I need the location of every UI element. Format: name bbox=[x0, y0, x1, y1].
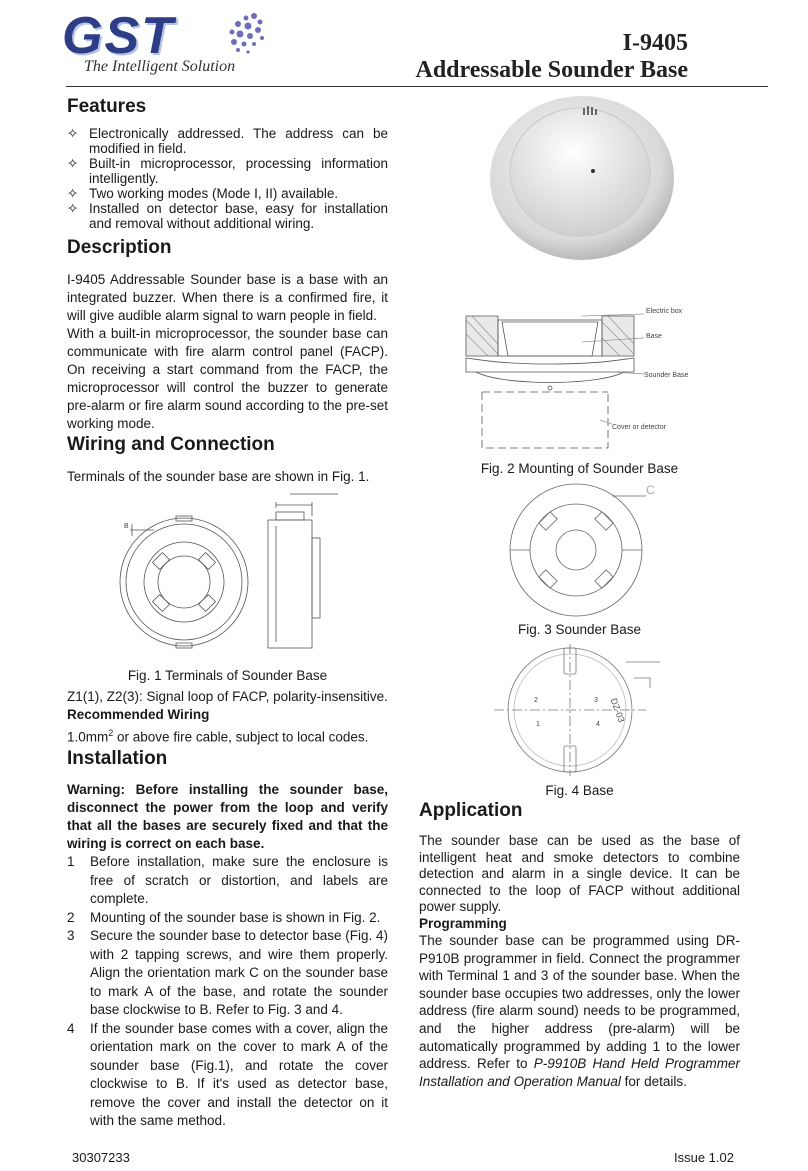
product-name: Addressable Sounder Base bbox=[415, 57, 688, 83]
fig2-mounting-diagram bbox=[462, 300, 702, 458]
feature-item: ✧ Electronically addressed. The address can be modified in field. bbox=[67, 126, 388, 156]
sounder-base-photo bbox=[480, 94, 690, 274]
application-section bbox=[419, 800, 740, 1090]
model-number: I-9405 bbox=[622, 30, 688, 56]
installation-heading: Installation bbox=[67, 748, 168, 769]
logo-dots-icon bbox=[210, 10, 270, 60]
installation-steps bbox=[67, 853, 388, 1131]
recommended-wiring-heading: Recommended Wiring bbox=[67, 707, 210, 722]
fig4-base-diagram bbox=[494, 644, 670, 776]
feature-item: ✧ Installed on detector base, easy for installation and removal without additional wiring. bbox=[67, 201, 388, 231]
label-cover: Cover or detector bbox=[612, 424, 667, 431]
fig1-terminals-diagram bbox=[110, 490, 360, 650]
description-heading: Description bbox=[67, 237, 172, 258]
installation-step: 1 Before installation, make sure the enclosure is free of scratch or distortion, and labels are complete. bbox=[67, 854, 388, 906]
features-section bbox=[67, 96, 388, 231]
description-paragraph: I-9405 Addressable Sounder base is a base with an integrated buzzer. When there is a confirmed fire, it will give audible alarm signal to warn people in field. bbox=[67, 272, 388, 323]
orientation-mark-c: C bbox=[646, 483, 655, 497]
terminal-2-label: 2 bbox=[534, 697, 538, 704]
description-paragraph: With a built-in microprocessor, the sounder base can communicate with fire alarm control panel (FACP). On receiving a start command from the FACP, the microprocessor will control the buzzer to generate pre-alarm or fire alarm sound according to the pre-set working mode. bbox=[67, 326, 388, 431]
installation-step: 3 Secure the sounder base to detector base (Fig. 4) with 2 tapping screws, and wire them properly. Align the orientation mark C on the sounder base to mark A of the base, and rotate the sounder base clockwise to B. Refer to Fig. 3 and 4. bbox=[67, 928, 388, 1017]
brand-logo: GST bbox=[62, 7, 175, 65]
doc-number: 30307233 bbox=[72, 1150, 130, 1165]
fig3-caption: Fig. 3 Sounder Base bbox=[517, 622, 642, 637]
wiring-section bbox=[67, 434, 388, 486]
installation-step: 4 If the sounder base comes with a cover, align the orientation mark on the cover to mark A of the sounder base (Fig.1), and rotate the cover clockwise to B. If it's used as detector base, remove the cover and install the detector on it with the same method. bbox=[67, 1020, 388, 1128]
terminal-mark: B bbox=[124, 523, 129, 530]
programming-heading: Programming bbox=[419, 915, 507, 931]
programming-text: The sounder base can be programmed using DR-P910B programmer in field. Connect the programmer with Terminal 1 and 3 of the sounder base. When the sounder base occupies two addresses, only the lower address (fire alarm sound) needs to be programmed, and the higher address (pre-alarm) will be automatically programmed by adding 1 to the lower address. Refer to P-9910B Hand Held Programmer Installation and Operation Manual for details. bbox=[419, 933, 740, 1089]
recommended-wiring-text: $1.0mm^2$ or above fire cable, subject to local codes. bbox=[67, 728, 369, 745]
feature-item: ✧ Built-in microprocessor, processing information intelligently. bbox=[67, 156, 388, 186]
fig1-caption: Fig. 1 Terminals of Sounder Base bbox=[127, 668, 328, 683]
label-electric-box: Electric box bbox=[646, 308, 683, 315]
label-base: Base bbox=[646, 333, 662, 340]
description-section bbox=[67, 237, 388, 433]
features-heading: Features bbox=[67, 96, 147, 117]
base-model-label: DZ-03 bbox=[608, 696, 627, 724]
terminal-1-label: 1 bbox=[536, 721, 540, 728]
terminal-4-label: 4 bbox=[596, 721, 600, 728]
star-bullet-icon: ✧ bbox=[67, 126, 79, 141]
fig4-caption: Fig. 4 Base bbox=[545, 783, 614, 798]
features-list bbox=[67, 126, 388, 231]
star-bullet-icon: ✧ bbox=[67, 201, 79, 216]
fig3-sounder-base-diagram bbox=[496, 478, 666, 618]
signal-note: Z1(1), Z2(3): Signal loop of FACP, polarity-insensitive. bbox=[67, 689, 388, 704]
installation-step: 2 Mounting of the sounder base is shown in Fig. 2. bbox=[67, 909, 381, 925]
installation-warning: Warning: Before installing the sounder base, disconnect the power from the loop and verify that all the bases are securely fixed and that the wiring is correct on each base. bbox=[67, 782, 388, 851]
tagline: The Intelligent Solution bbox=[84, 58, 236, 75]
star-bullet-icon: ✧ bbox=[67, 186, 79, 201]
feature-item: ✧ Two working modes (Mode I, II) available. bbox=[67, 186, 339, 201]
fig2-caption: Fig. 2 Mounting of Sounder Base bbox=[480, 461, 679, 476]
header-rule bbox=[66, 86, 768, 87]
wiring-intro: Terminals of the sounder base are shown in Fig. 1. bbox=[67, 469, 370, 484]
application-heading: Application bbox=[419, 800, 523, 821]
wiring-heading: Wiring and Connection bbox=[67, 434, 275, 455]
star-bullet-icon: ✧ bbox=[67, 156, 79, 171]
document-title bbox=[415, 30, 688, 84]
application-text: The sounder base can be used as the base of intelligent heat and smoke detectors to combine detection and alarm in a single device. It can be connected to the loop of FACP without additional power supply. bbox=[419, 833, 740, 914]
installation-section bbox=[67, 748, 388, 1131]
terminal-3-label: 3 bbox=[594, 697, 598, 704]
label-sounder-base: Sounder Base bbox=[644, 372, 689, 379]
issue-number: Issue 1.02 bbox=[674, 1150, 734, 1165]
wiring-notes bbox=[67, 688, 388, 747]
